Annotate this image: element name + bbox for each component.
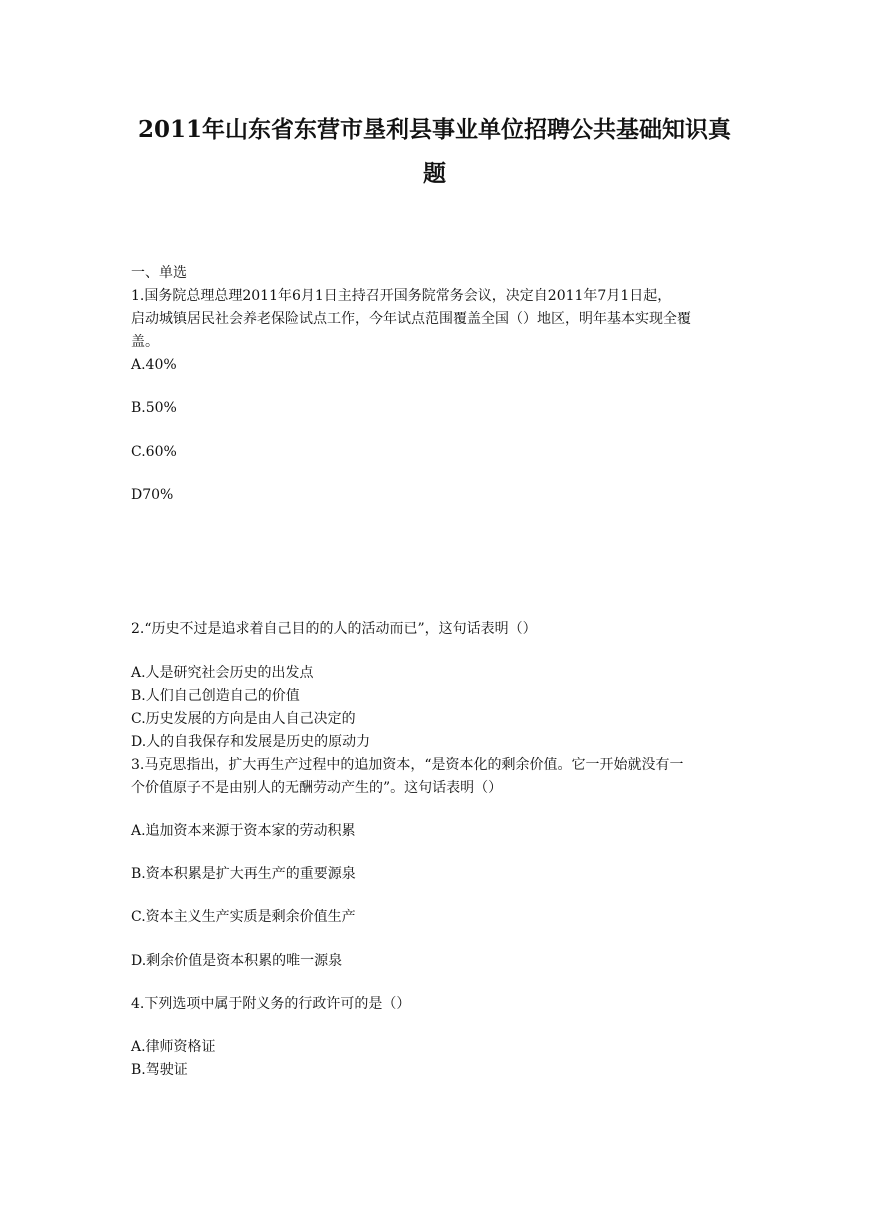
question-3-line-2: 个价值原子不是由别人的无酬劳动产生的”。这句话表明（） [131, 780, 503, 796]
q3-option-c: C.资本主义生产实质是剩余价值生产 [131, 909, 356, 925]
q2-option-b: B.人们自己创造自己的价值 [131, 688, 300, 704]
q2-option-a: A.人是研究社会历史的出发点 [131, 665, 314, 681]
q2-option-c: C.历史发展的方向是由人自己决定的 [131, 711, 356, 727]
section-heading: 一、单选 [131, 265, 187, 281]
question-1-line-2: 启动城镇居民社会养老保险试点工作，今年试点范围覆盖全国（）地区，明年基本实现全覆 [131, 311, 691, 327]
q3-option-b: B.资本积累是扩大再生产的重要源泉 [131, 866, 356, 882]
q1-option-d: D70% [131, 487, 174, 503]
q3-option-a: A.追加资本来源于资本家的劳动积累 [131, 823, 356, 839]
question-3-line-1: 3.马克思指出，扩大再生产过程中的追加资本，“是资本化的剩余价值。它一开始就没有一 [131, 757, 684, 773]
q1-option-b: B.50% [131, 400, 177, 416]
document-title-line2: 题 [423, 160, 446, 187]
q1-option-a: A.40% [131, 357, 177, 373]
document-title-line1: 2011年山东省东营市垦利县事业单位招聘公共基础知识真 [137, 116, 731, 143]
q2-option-d: D.人的自我保存和发展是历史的原动力 [131, 734, 371, 750]
q3-option-d: D.剩余价值是资本积累的唯一源泉 [131, 953, 343, 969]
question-1-line-3: 盖。 [131, 334, 159, 350]
q4-option-a: A.律师资格证 [131, 1039, 216, 1055]
question-2-line-1: 2.“历史不过是追求着自己目的的人的活动而已”，这句话表明（） [131, 621, 537, 637]
question-1-line-1: 1.国务院总理总理2011年6月1日主持召开国务院常务会议，决定自2011年7月1日起， [131, 288, 672, 304]
q4-option-b: B.驾驶证 [131, 1062, 188, 1078]
q1-option-c: C.60% [131, 444, 177, 460]
question-4-line-1: 4.下列选项中属于附义务的行政许可的是（） [131, 996, 411, 1012]
